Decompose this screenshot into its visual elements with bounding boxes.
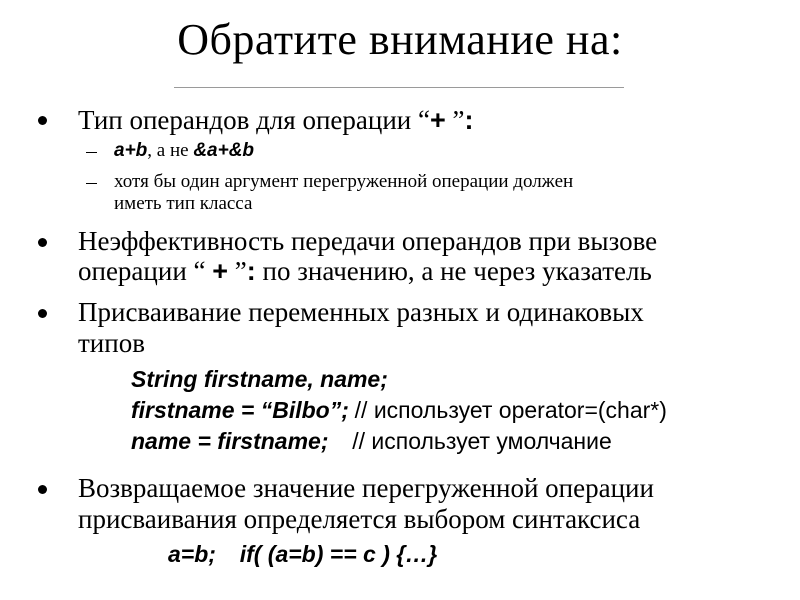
- code-a-equals-b: a=b;: [168, 541, 216, 567]
- code-ref-a-plus-ref-b: &a+&b: [193, 140, 255, 161]
- bullet-2-prefix: операции “: [78, 256, 206, 286]
- code-line-firstname-assign: [131, 397, 667, 424]
- bullet-4-line-2: присваивания определяется выбором синтаксиса: [78, 504, 641, 534]
- bullet-1-colon: :: [464, 105, 474, 135]
- code-line-string-decl: String firstname, name;: [131, 366, 388, 392]
- bullet-dot-1: [38, 116, 47, 125]
- bullet-1-quote-open: “: [417, 105, 430, 135]
- code-name-firstname: name = firstname;: [131, 428, 329, 454]
- sub-bullet-dash-2: [86, 183, 97, 184]
- bullet-dot-3: [38, 309, 47, 318]
- sub-bullet-1-text: [114, 140, 254, 161]
- sub-bullet-2-line-1: хотя бы один аргумент перегруженной операции должен: [114, 171, 574, 192]
- code-line-name-assign: [131, 428, 612, 455]
- sub-bullet-dash-1: [86, 152, 97, 153]
- bullet-4-line-1: Возвращаемое значение перегруженной операции: [78, 473, 654, 503]
- bullet-3-line-2: типов: [78, 328, 145, 358]
- sub-bullet-1-middle: , а не: [147, 140, 189, 161]
- bullet-1-operator: +: [429, 105, 446, 135]
- bullet-dot-2: [38, 238, 47, 247]
- bullet-2-operator: +: [212, 256, 229, 286]
- title-divider: [174, 87, 624, 88]
- sub-bullet-2-line-2: иметь тип класса: [114, 193, 253, 214]
- code-if-expression: if( (a=b) == c ) {…}: [239, 541, 438, 567]
- bullet-2-colon: :: [246, 256, 256, 286]
- bullet-2-quote-close: ”: [234, 256, 247, 286]
- bullet-1-label: Тип операндов для операции: [78, 105, 412, 135]
- bullet-1-quote-close: ”: [452, 105, 465, 135]
- bullet-2-line-2: [78, 256, 652, 286]
- comment-operator-char: // использует operator=(char*): [354, 397, 667, 423]
- bullet-2-suffix: по значению, а не через указатель: [262, 256, 652, 286]
- slide-title: Обратите внимание на:: [177, 15, 623, 64]
- bullet-3-line-1: Присваивание переменных разных и одинаковых: [78, 297, 644, 327]
- comment-default: // использует умолчание: [352, 428, 612, 454]
- bullet-1-text: [78, 105, 473, 135]
- bullet-dot-4: [38, 485, 47, 494]
- code-line-assign-syntax: [168, 541, 437, 568]
- code-firstname-bilbo: firstname = “Bilbo”;: [131, 397, 349, 423]
- code-a-plus-b: a+b: [114, 140, 148, 161]
- bullet-2-line-1: Неэффективность передачи операндов при вызове: [78, 226, 658, 256]
